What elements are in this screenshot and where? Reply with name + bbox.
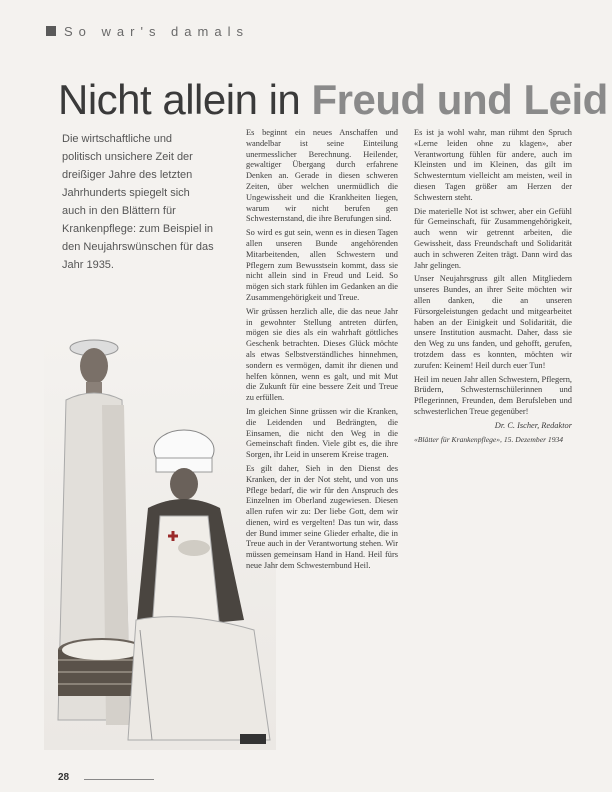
paragraph: Wir grüssen herzlich alle, die das neue Jahr in gewohnter Stellung antreten dürfen, mögen sie dies als ein wahrhaft göttliches Geschenk betrachten. Dieses Glück möchte als etwas Selbstverständliches hinnehmen, sondern es vermögen, damit ihr dienen und helfen können, wenn es galt, und mit Mut die Zukunft für eine bessere Zeit und Treue zu erfüllen. (246, 306, 398, 403)
title-part-1: Nicht allein in (58, 76, 312, 123)
section-header (46, 22, 249, 40)
section-square-icon (46, 26, 56, 36)
paragraph: So wird es gut sein, wenn es in diesen Tagen allen unseren Bunde angehörenden Mitarbeitenden, allen Schwestern und Pflegern zum Bewusstsein kommt, dass sie nicht allein sind in Freud und Leid. So mögen sich stark fühlen im Gedanken an die Zusammengehörigkeit und Treue. (246, 228, 398, 302)
paragraph: Die materielle Not ist schwer, aber ein Gefühl für Gemeinschaft, für Zusammengehörigkeit, auch wenn wir getrennt arbeiten, die Gewissheit, dass Freundschaft und Solidarität auch in schweren Zeiten trägt. Dann wird das Jahr gelingen. (414, 206, 572, 270)
title-part-2: Freud und Leid (311, 76, 608, 123)
nurses-photo (44, 330, 276, 750)
page-number: 28 (58, 772, 70, 783)
paragraph: Heil im neuen Jahr allen Schwestern, Pflegern, Brüdern, Schwesternschülerinnen und Pflegerinnen, Freunden, dem Berufsleben und schwesterlichen Treue gegenüber! (414, 374, 572, 416)
source-citation: «Blätter für Krankenpflege», 15. Dezember 1934 (414, 434, 564, 444)
footer-rule (84, 779, 154, 780)
paragraph: Es gilt daher, Sieh in den Dienst des Kranken, der in der Not steht, und von uns Pflege bedarf, die wir für den Anspruch des Einzelnen im Oberland zugewiesen. Diesen allen rufen wir zu: Der liebe Gott, dem wir dienen, wird es vergelten! Das tun wir, dass der Bund immer seine Glieder erhalte, die in Treue auch in der Verantwortung stehen. Wir müssen gemeinsam Hand in Hand. Heil fürs neue Jahr dem Schwesternbund Heil. (246, 463, 398, 571)
paragraph: Unser Neujahrsgruss gilt allen Mitgliedern unseres Bundes, an ihrer Seite möchten wir allen danken, die an unseren Fürsorgeleistungen gedacht und mitgearbeitet haben an der Einigkeit und Solidarität, die unsere Institution ausmacht. Daher, dass sie den Weg zu uns fanden, und gehofft, gerufen, trotzdem dass es konnten, möchten wir zurufen: Keinem! Heil durch euer Tun! (414, 274, 572, 370)
paragraph: Es ist ja wohl wahr, man rühmt den Spruch «Lerne leiden ohne zu klagen», aber Verantwortung fühlen für andere, auch im Kleinsten und im Kleinen, das gilt im Schwesterntum vielleicht am meisten, weil in diesen Tagen größer am Herzen der Schwestern steht. (414, 128, 572, 202)
article-column-right (414, 128, 572, 448)
section-label: So war's damals (64, 23, 249, 39)
article-column-middle (246, 128, 398, 575)
paragraph: Im gleichen Sinne grüssen wir die Kranken, die Leidenden und Bedrängten, die Einsamen, die nicht den Weg in die Gemeinschaft finden. Viele gibt es, die ihre Sorgen, ihr Leid in unserem Kreise tragen. (246, 406, 398, 460)
page-title (58, 76, 608, 124)
paragraph: Es beginnt ein neues Anschaffen und wandelbar ist seine Einteilung unermesslicher Berechnung. Heilender, gewaltiger Übergang durch erfahrene Denken an. Gerade in diesen schweren Zeiten, über welchen unermüdlich die Ungewissheit und die Krankheiten liegen, warum wir nicht berufen gen Schwesternstand, die ihre Berufungen sind. (246, 128, 398, 224)
author-signature: Dr. C. Ischer, Redaktor (494, 420, 572, 430)
intro-text: Die wirtschaftliche und politisch unsichere Zeit der dreißiger Jahre des letzten Jahrhunderts spiegelt sich auch in den Blättern für Krankenpflege: zum Beispiel in den Neujahrswünschen für das Jahr 1935. (62, 133, 214, 271)
